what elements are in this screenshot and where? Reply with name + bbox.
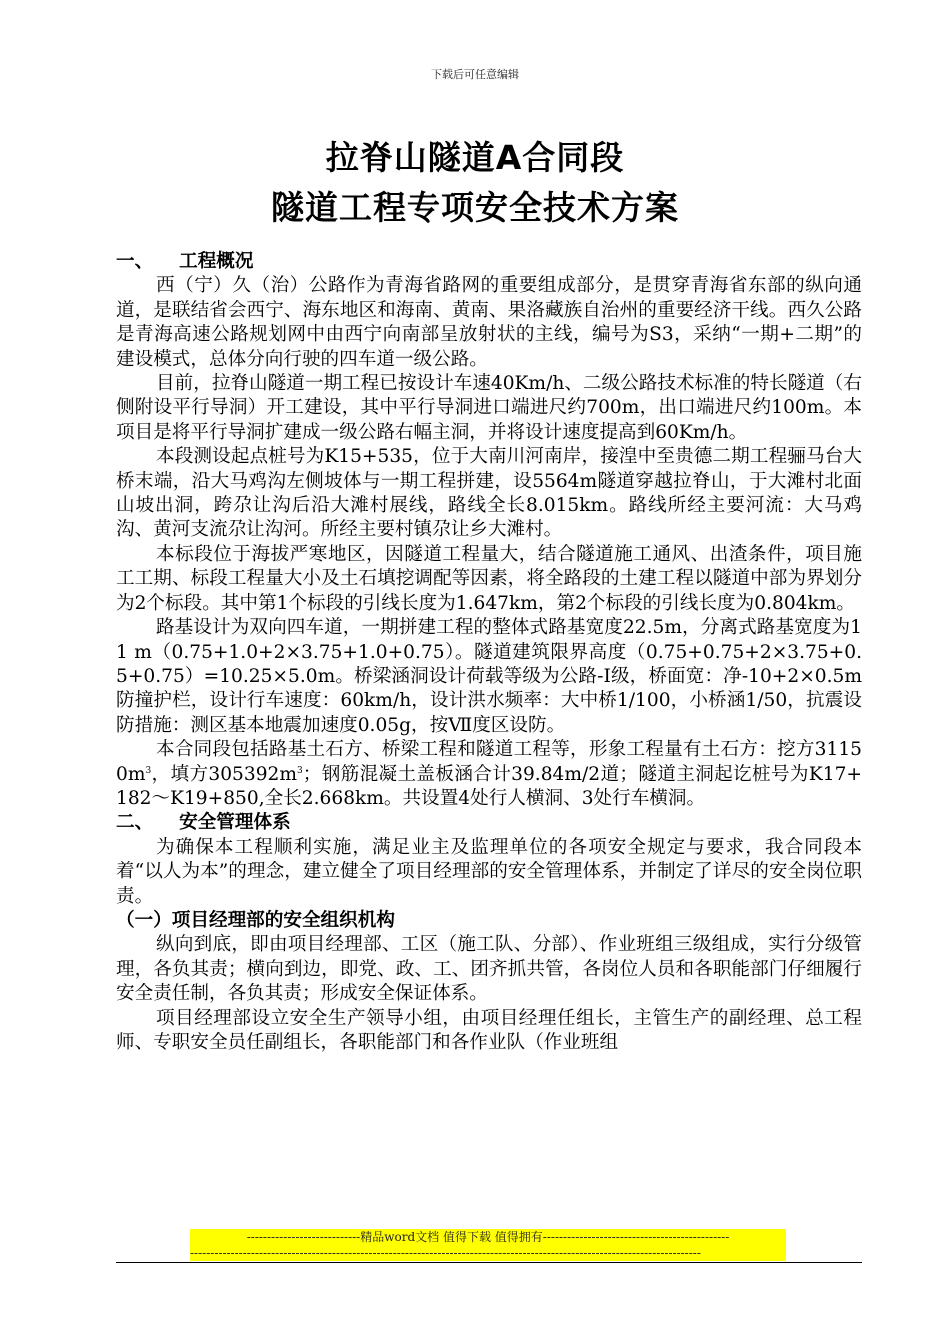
footer-rule xyxy=(116,1262,862,1263)
section-number-1: 一、 xyxy=(116,251,154,272)
paragraph: 西（宁）久（治）公路作为青海省路网的重要组成部分，是贯穿青海省东部的纵向通道，是联结省会西宁、海东地区和海南、黄南、果洛藏族自治州的重要经济干线。西久公路是青海高速公路规划网中由西宁向南部呈放射状的主线，编号为S3，采纳“一期+二期”的建设模式，总体分向行驶的四车道一级公路。 xyxy=(116,275,862,370)
header-note: 下载后可任意编辑 xyxy=(431,68,519,81)
paragraph-text: ；钢筋混凝土盖板涵合计39.84m/2道；隧道主洞起讫桩号为K17+182～K19+850,全长2.668km。共设置4处行人横洞、3处行车横洞。 xyxy=(116,763,862,809)
footer-line: ----------------------------精品word文档 值得下载 值得拥有---------------------------------------------- xyxy=(246,1230,730,1244)
superscript: 3 xyxy=(145,765,152,776)
paragraph: 目前，拉脊山隧道一期工程已按设计车速40Km/h、二级公路技术标准的特长隧道（右侧附设平行导洞）开工建设，其中平行导洞进口端进尺约700m，出口端进尺约100m。本项目是将平行导洞扩建成一级公路右幅主洞，并将设计速度提高到60Km/h。 xyxy=(116,373,862,443)
document-subtitle: 隧道工程专项安全技术方案 xyxy=(271,188,679,227)
paragraph: 本标段位于海拔严寒地区，因隧道工程量大，结合隧道施工通风、出渣条件，项目施工工期、标段工程量大小及土石填挖调配等因素，将全路段的土建工程以隧道中部为界划分为2个标段。其中第1个标段的引线长度为1.647km，第2个标段的引线长度为0.804km。 xyxy=(116,543,862,614)
paragraph-text: ，填方305392m xyxy=(151,763,298,785)
paragraph: 本段测设起点桩号为K15+535，位于大南川河南岸，接湟中至贵德二期工程骊马台大桥末端，沿大马鸡沟左侧坡体与一期工程拼建，设5564m隧道穿越拉脊山，于大滩村北面山坡出洞，跨尕让沟后沿大滩村展线，路线全长8.015km。路线所经主要河流：大马鸡沟、黄河支流尕让沟河。所经主要村镇尕让乡大滩村。 xyxy=(116,446,862,541)
paragraph: 为确保本工程顺利实施，满足业主及监理单位的各项安全规定与要求，我合同段本着“以人为本”的理念，建立健全了项目经理部的安全管理体系，并制定了详尽的安全岗位职责。 xyxy=(116,836,862,907)
superscript: 3 xyxy=(297,765,303,776)
subsection-heading: （一）项目经理部的安全组织机构 xyxy=(116,909,395,931)
section-number-2: 二、 xyxy=(116,812,154,834)
section-title-2: 安全管理体系 xyxy=(179,812,291,834)
paragraph-text: 本合同段包括路基土石方、桥梁工程和隧道工程等，形象工程量有土石方：挖方31150m xyxy=(116,739,862,785)
section-heading-2 xyxy=(116,811,862,835)
paragraph xyxy=(116,738,862,811)
paragraph: 纵向到底，即由项目经理部、工区（施工队、分部）、作业班组三级组成，实行分级管理，各负其责；横向到边，即党、政、工、团齐抓共管，各岗位人员和各职能部门仔细履行安全责任制，各负其责；形成安全保证体系。 xyxy=(116,934,862,1005)
footer-line: ------------------------------------------------------------------------------------------------------------------------------ xyxy=(190,1246,701,1260)
document-body xyxy=(116,250,862,1055)
paragraph: 项目经理部设立安全生产领导小组，由项目经理任组长，主管生产的副经理、总工程师、专职安全员任副组长，各职能部门和各作业队（作业班组 xyxy=(116,1007,862,1053)
footer-banner xyxy=(190,1229,786,1261)
section-title-1: 工程概况 xyxy=(179,251,254,272)
document-title: 拉脊山隧道A合同段 xyxy=(325,138,625,177)
paragraph: 路基设计为双向四车道，一期拼建工程的整体式路基宽度22.5m，分离式路基宽度为11 m（0.75+1.0+2×3.75+1.0+0.75）。隧道建筑限界高度（0.75+0.75+2×3.75+0.5+0.75）=10.25×5.0m。桥梁涵洞设计荷载等级为公路-Ⅰ级，桥面宽：净-10+2×0.5m防撞护栏，设计行车速度：60km/h，设计洪水频率：大中桥1/100，小桥涵1/50，抗震设防措施：测区基本地震加速度0.05g，按Ⅶ度区设防。 xyxy=(116,617,862,736)
section-heading-1 xyxy=(116,250,862,274)
